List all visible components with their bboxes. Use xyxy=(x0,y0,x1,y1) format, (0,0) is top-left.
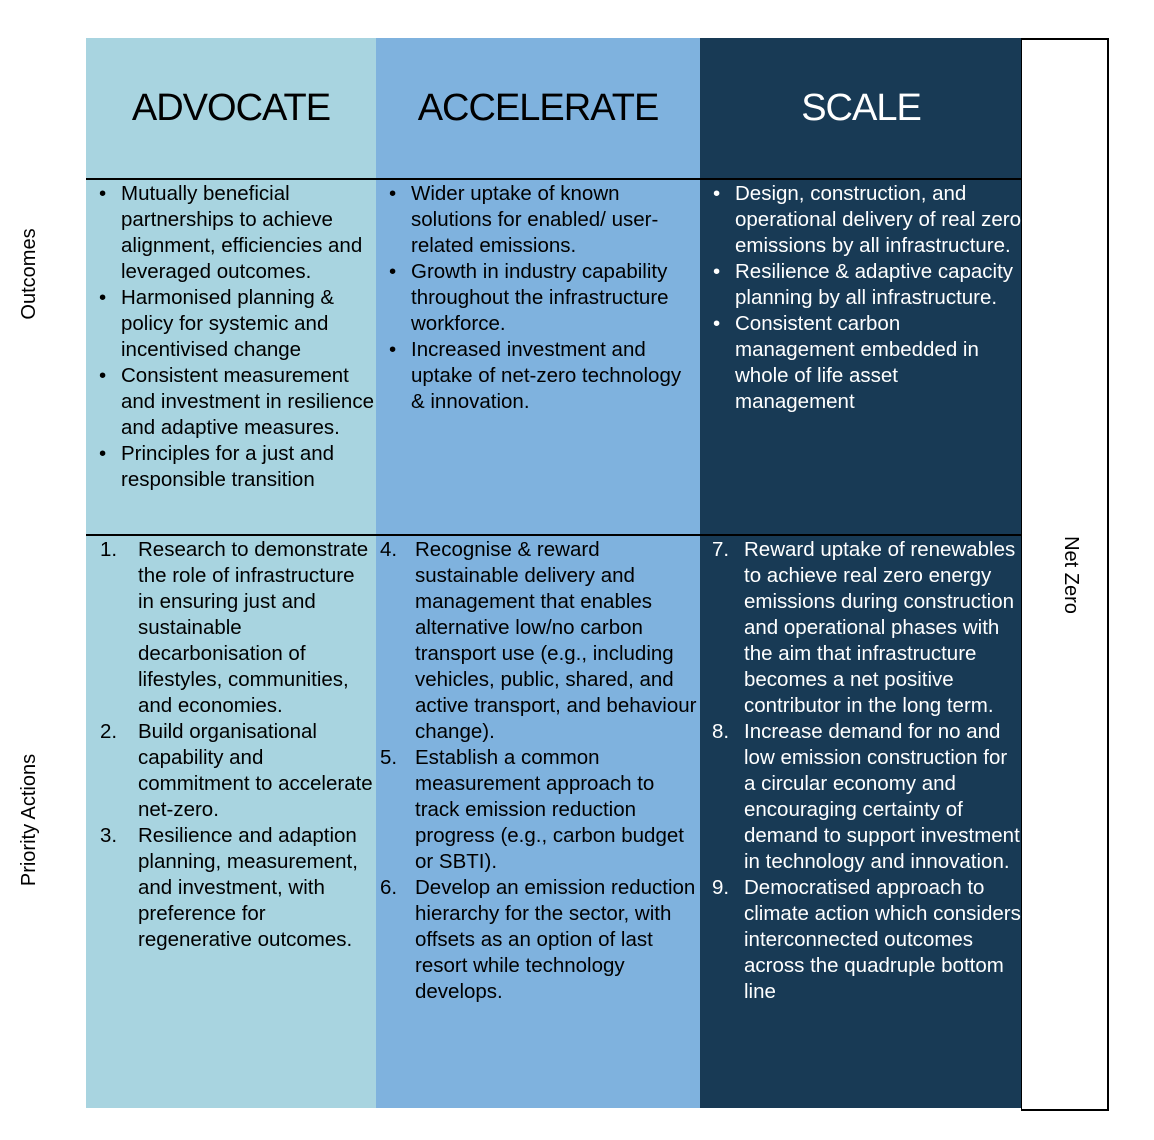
action-number: 6. xyxy=(380,876,398,899)
action-item xyxy=(100,537,376,719)
action-item xyxy=(712,875,1022,1005)
column-advocate xyxy=(86,38,376,1108)
action-number: 3. xyxy=(100,824,118,847)
action-text: Increase demand for no and low emission construction for a circular economy and encouraging certainty of demand to support investment in technology and innovation. xyxy=(744,720,1020,873)
action-item xyxy=(100,823,376,953)
action-text: Develop an emission reduction hierarchy for the sector, with offsets as an option of last resort while technology develops. xyxy=(415,876,696,1003)
action-text: Build organisational capability and commitment to accelerate net-zero. xyxy=(138,720,373,821)
actions-cell-advocate xyxy=(100,537,376,953)
outcome-item: • Consistent measurement and investment in resilience and adaptive measures. xyxy=(86,363,376,441)
action-number: 9. xyxy=(712,876,730,899)
action-text: Democratised approach to climate action which considers interconnected outcomes across the quadruple bottom line xyxy=(744,876,1021,1003)
action-text: Reward uptake of renewables to achieve real zero energy emissions during construction and operational phases with the aim that infrastructure becomes a net positive contributor in the long term. xyxy=(744,538,1016,717)
action-text: Research to demonstrate the role of infrastructure in ensuring just and sustainable decarbonisation of lifestyles, communities, and economies. xyxy=(138,538,369,717)
action-item xyxy=(380,875,698,1005)
action-item xyxy=(380,537,698,745)
outcomes-cell-accelerate xyxy=(376,181,700,415)
action-item xyxy=(100,719,376,823)
actions-cell-accelerate xyxy=(380,537,698,1005)
action-item xyxy=(712,537,1022,719)
outcomes-cell-scale xyxy=(700,181,1022,415)
net-zero-label: Net Zero xyxy=(1060,536,1082,614)
action-text: Recognise & reward sustainable delivery and management that enables alternative low/no carbon transport use (e.g., including vehicles, public, shared, and active transport, and behaviour change). xyxy=(415,538,697,743)
outcome-item: • Harmonised planning & policy for systemic and incentivised change xyxy=(86,285,376,363)
column-scale xyxy=(700,38,1022,1108)
action-text: Resilience and adaption planning, measurement, and investment, with preference for regenerative outcomes. xyxy=(138,824,358,951)
action-number: 1. xyxy=(100,538,118,561)
outcomes-cell-advocate xyxy=(86,181,376,493)
outcome-item: • Wider uptake of known solutions for enabled/ user-related emissions. xyxy=(376,181,700,259)
row-label-outcomes: Outcomes xyxy=(18,228,40,320)
action-number: 5. xyxy=(380,746,398,769)
actions-cell-scale xyxy=(712,537,1022,1005)
outcome-item: • Resilience & adaptive capacity planning by all infrastructure. xyxy=(700,259,1022,311)
action-number: 7. xyxy=(712,538,730,561)
outcome-item: • Growth in industry capability throughout the infrastructure workforce. xyxy=(376,259,700,337)
row-divider-header xyxy=(86,178,1022,180)
action-number: 2. xyxy=(100,720,118,743)
row-label-priority-actions: Priority Actions xyxy=(18,753,40,887)
column-title-advocate: ADVOCATE xyxy=(131,86,331,129)
outcome-item: • Consistent carbon management embedded in whole of life asset management xyxy=(700,311,1022,415)
action-item xyxy=(380,745,698,875)
action-number: 4. xyxy=(380,538,398,561)
row-divider-outcomes xyxy=(86,534,1022,536)
outcome-item: • Principles for a just and responsible transition xyxy=(86,441,376,493)
action-number: 8. xyxy=(712,720,730,743)
column-accelerate xyxy=(376,38,700,1108)
action-text: Establish a common measurement approach to track emission reduction progress (e.g., carbon budget or SBTI). xyxy=(415,746,684,873)
outcome-item: • Increased investment and uptake of net-zero technology & innovation. xyxy=(376,337,700,415)
action-item xyxy=(712,719,1022,875)
column-title-accelerate: ACCELERATE xyxy=(417,86,659,129)
outcome-item: • Design, construction, and operational delivery of real zero emissions by all infrastructure. xyxy=(700,181,1022,259)
column-title-scale: SCALE xyxy=(801,86,921,129)
outcome-item: • Mutually beneficial partnerships to achieve alignment, efficiencies and leveraged outcomes. xyxy=(86,181,376,285)
